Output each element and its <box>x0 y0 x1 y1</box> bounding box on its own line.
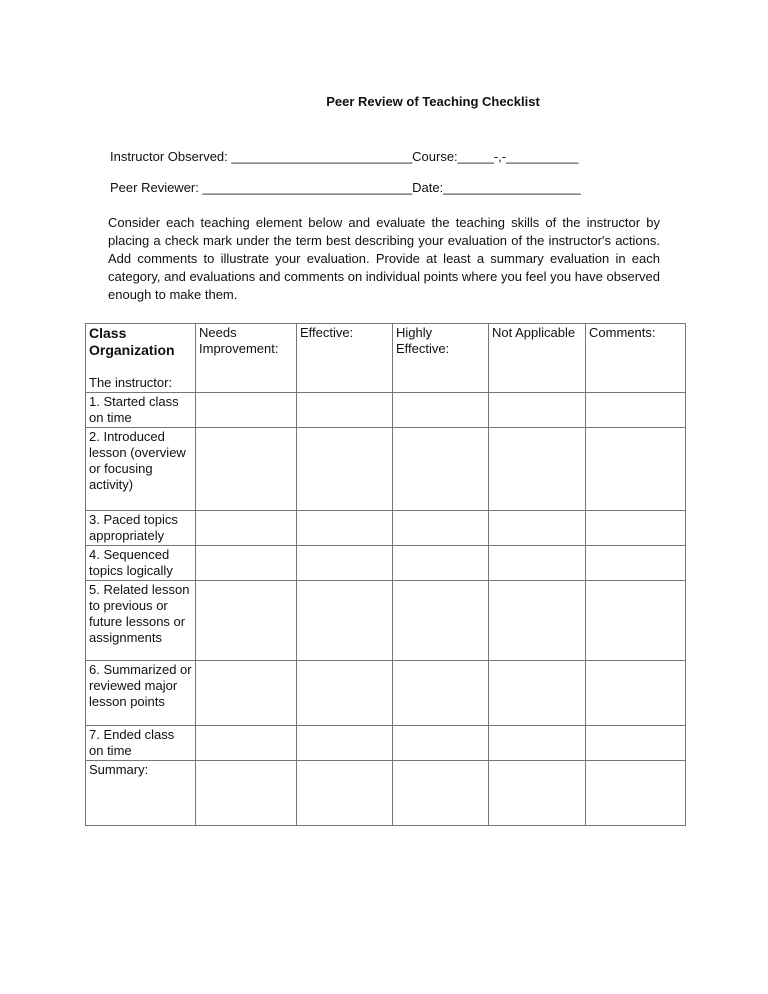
table-row <box>86 428 686 511</box>
comments-cell[interactable] <box>586 428 686 511</box>
reviewer-field[interactable]: _____________________________ <box>202 180 413 195</box>
comments-cell[interactable] <box>586 581 686 661</box>
table-row <box>86 761 686 826</box>
col-comments: Comments: <box>586 324 686 393</box>
not-applicable-cell[interactable] <box>489 393 586 428</box>
table-row <box>86 581 686 661</box>
row-label: 2. Introduced lesson (overview or focusing activity) <box>86 428 196 511</box>
needs-improvement-cell[interactable] <box>196 546 297 581</box>
comments-cell[interactable] <box>586 726 686 761</box>
col-needs-improvement: Needs Improvement: <box>196 324 297 393</box>
needs-improvement-cell[interactable] <box>196 581 297 661</box>
course-field[interactable]: _____-,-__________ <box>457 149 579 164</box>
row-label: 3. Paced topics appropriately <box>86 511 196 546</box>
comments-cell[interactable] <box>586 761 686 826</box>
reviewer-line <box>110 180 581 195</box>
effective-cell[interactable] <box>297 726 393 761</box>
col-highly-effective: Highly Effective: <box>393 324 489 393</box>
needs-improvement-cell[interactable] <box>196 511 297 546</box>
needs-improvement-cell[interactable] <box>196 726 297 761</box>
effective-cell[interactable] <box>297 546 393 581</box>
reviewer-label: Peer Reviewer: <box>110 180 203 195</box>
highly-effective-cell[interactable] <box>393 511 489 546</box>
col-not-applicable: Not Applicable <box>489 324 586 393</box>
highly-effective-cell[interactable] <box>393 661 489 726</box>
category-title: Class Organization <box>89 325 175 358</box>
not-applicable-cell[interactable] <box>489 761 586 826</box>
not-applicable-cell[interactable] <box>489 546 586 581</box>
highly-effective-cell[interactable] <box>393 428 489 511</box>
row-label: 6. Summarized or reviewed major lesson points <box>86 661 196 726</box>
comments-cell[interactable] <box>586 661 686 726</box>
not-applicable-cell[interactable] <box>489 726 586 761</box>
highly-effective-cell[interactable] <box>393 761 489 826</box>
course-label: Course: <box>412 149 458 164</box>
not-applicable-cell[interactable] <box>489 661 586 726</box>
date-field[interactable]: ___________________ <box>443 180 581 195</box>
instructor-line <box>110 149 578 164</box>
highly-effective-cell[interactable] <box>393 581 489 661</box>
effective-cell[interactable] <box>297 428 393 511</box>
not-applicable-cell[interactable] <box>489 581 586 661</box>
not-applicable-cell[interactable] <box>489 511 586 546</box>
highly-effective-cell[interactable] <box>393 393 489 428</box>
comments-cell[interactable] <box>586 393 686 428</box>
instructions: Consider each teaching element below and evaluate the teaching skills of the instructor by placing a check mark under the term best describing your evaluation of the instructor's actions. Add comments to illustrate your evaluation. Provide at least a summary evaluation in each category, and evaluations and comments on individual points where you feel you have observed enough to make them. <box>108 215 660 302</box>
page-title: Peer Review of Teaching Checklist <box>326 94 540 109</box>
category-cell <box>86 324 196 393</box>
effective-cell[interactable] <box>297 511 393 546</box>
row-label: 4. Sequenced topics logically <box>86 546 196 581</box>
row-label: 5. Related lesson to previous or future lessons or assignments <box>86 581 196 661</box>
instructor-field[interactable]: _________________________ <box>231 149 413 164</box>
needs-improvement-cell[interactable] <box>196 661 297 726</box>
needs-improvement-cell[interactable] <box>196 393 297 428</box>
checklist-table <box>85 323 686 826</box>
table-row <box>86 726 686 761</box>
intro-text: The instructor: <box>89 375 173 390</box>
effective-cell[interactable] <box>297 661 393 726</box>
table-row <box>86 511 686 546</box>
col-effective: Effective: <box>297 324 393 393</box>
row-label: Summary: <box>86 761 196 826</box>
comments-cell[interactable] <box>586 511 686 546</box>
date-label: Date: <box>412 180 444 195</box>
highly-effective-cell[interactable] <box>393 546 489 581</box>
table-row <box>86 393 686 428</box>
effective-cell[interactable] <box>297 393 393 428</box>
needs-improvement-cell[interactable] <box>196 428 297 511</box>
row-label: 7. Ended class on time <box>86 726 196 761</box>
table-row <box>86 661 686 726</box>
effective-cell[interactable] <box>297 581 393 661</box>
comments-cell[interactable] <box>586 546 686 581</box>
header-row <box>86 324 686 393</box>
table-row <box>86 546 686 581</box>
highly-effective-cell[interactable] <box>393 726 489 761</box>
not-applicable-cell[interactable] <box>489 428 586 511</box>
effective-cell[interactable] <box>297 761 393 826</box>
row-label: 1. Started class on time <box>86 393 196 428</box>
needs-improvement-cell[interactable] <box>196 761 297 826</box>
instructor-label: Instructor Observed: <box>110 149 232 164</box>
